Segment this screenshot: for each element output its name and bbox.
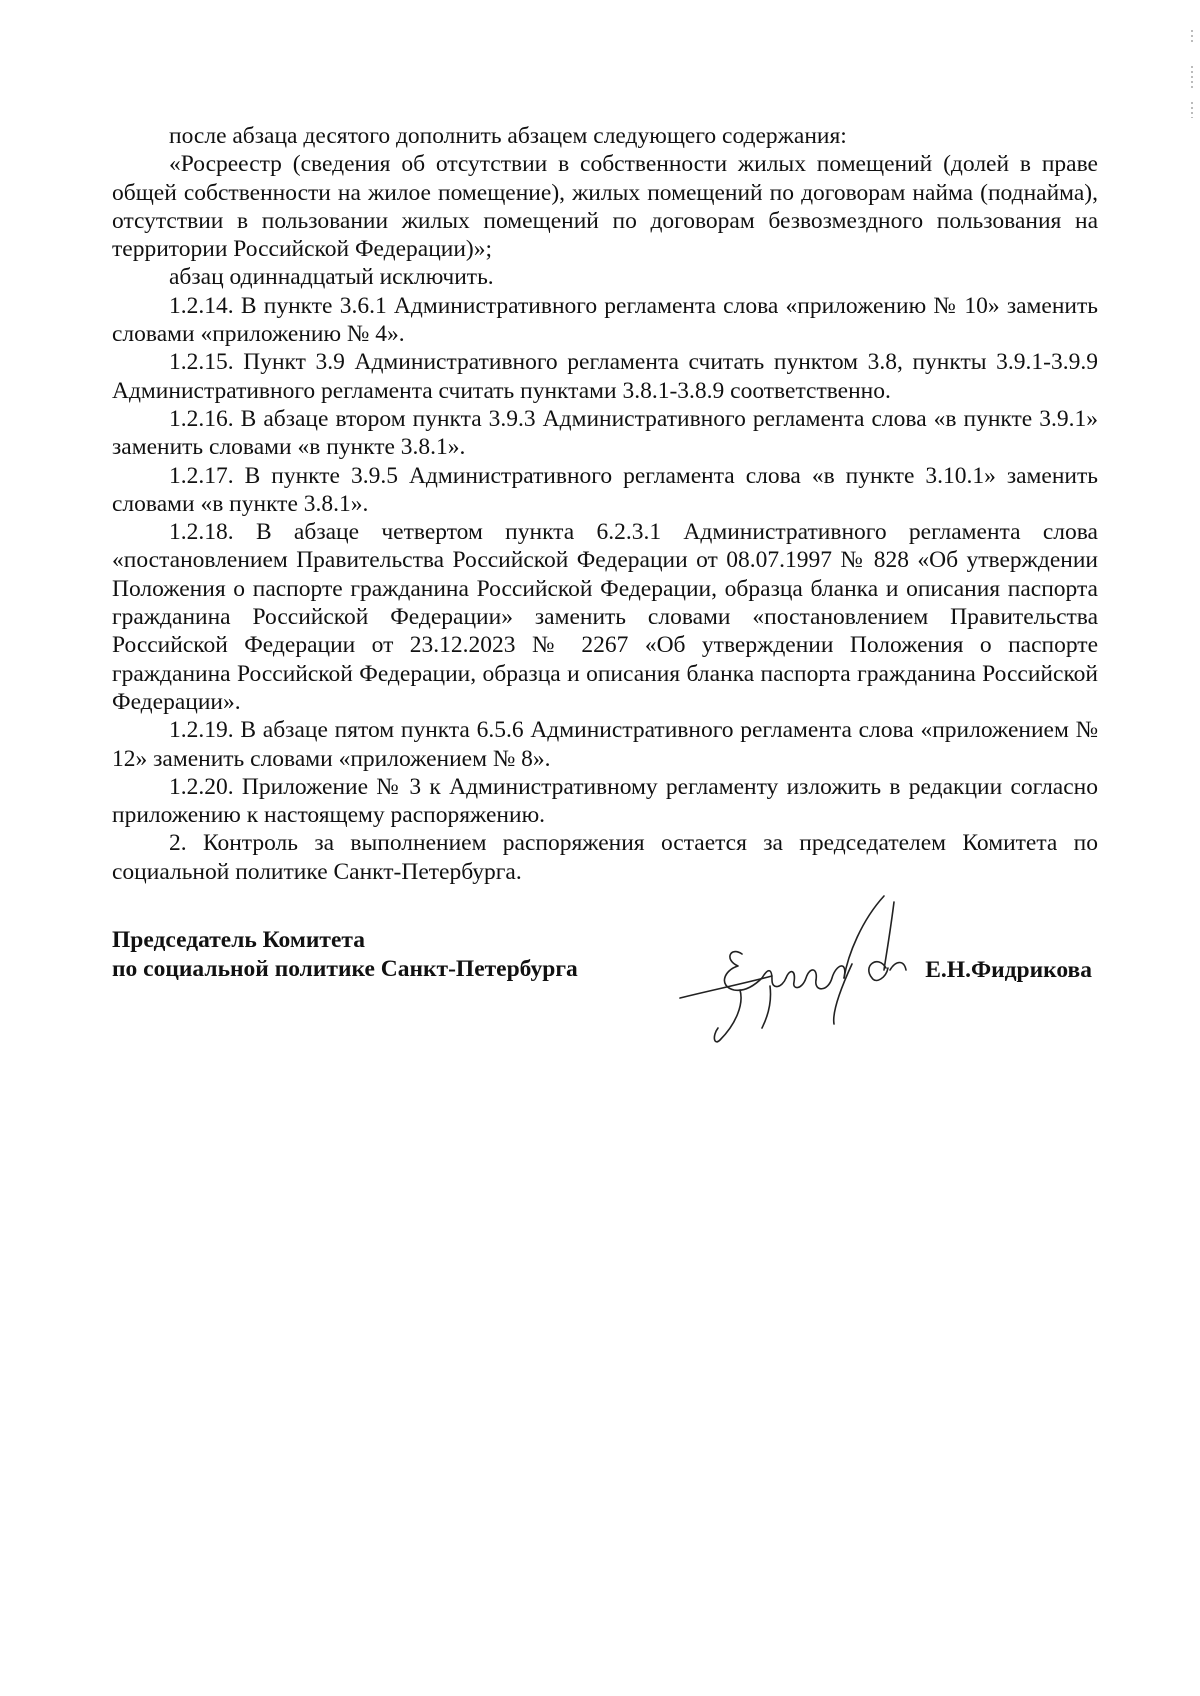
scan-edge-marks (1190, 30, 1194, 120)
paragraph-1-2-15: 1.2.15. Пункт 3.9 Административного регламента считать пунктом 3.8, пункты 3.9.1-3.9.9 Административного регламента считать пунктами 3.8.1-3.8.9 соответственно. (112, 349, 1098, 404)
paragraph-1-2-20: 1.2.20. Приложение № 3 к Административному регламенту изложить в редакции согласно приложению к настоящему распоряжению. (112, 773, 1098, 829)
paragraph-exclude: абзац одиннадцатый исключить. (169, 264, 494, 291)
paragraph-1-2-14: 1.2.14. В пункте 3.6.1 Административного регламента слова «приложению № 10» заменить словами «приложению № 4». (112, 292, 1098, 348)
signer-position (112, 926, 578, 984)
signer-position-line2: по социальной политике Санкт-Петербурга (112, 956, 578, 982)
paragraph-1-2-19: 1.2.19. В абзаце пятом пункта 6.5.6 Административного регламента слова «приложением № 12» заменить словами «приложением № 8». (112, 717, 1098, 772)
signer-name: Е.Н.Фидрикова (925, 957, 1092, 983)
signature-block (112, 908, 1098, 1048)
document-body (112, 122, 1098, 886)
paragraph-1-2-16: 1.2.16. В абзаце втором пункта 3.9.3 Административного регламента слова «в пункте 3.9.1» заменить словами «в пункте 3.8.1». (112, 405, 1098, 461)
paragraph-1-2-17: 1.2.17. В пункте 3.9.5 Административного регламента слова «в пункте 3.10.1» заменить словами «в пункте 3.8.1». (112, 462, 1098, 517)
paragraph-rosreestr: «Росреестр (сведения об отсутствии в собственности жилых помещений (долей в праве общей собственности на жилое помещение), жилых помещений по договорам найма (поднайма), отсутствии в пользовании жилых помещений по договорам безвозмездного пользования на территории Российской Федерации)»; (112, 151, 1098, 263)
paragraph-intro: после абзаца десятого дополнить абзацем следующего содержания: (169, 123, 847, 149)
paragraph-1-2-18: 1.2.18. В абзаце четвертом пункта 6.2.3.1 Административного регламента слова «постановлением Правительства Российской Федерации от 08.07.1997 № 828 «Об утверждении Положения о паспорте гражданина Российской Федерации, образца бланка и описания паспорта гражданина Российской Федерации» заменить словами «постановлением Правительства Российской Федерации от 23.12.2023 № 2267 «Об утверждении Положения о паспорте гражданина Российской Федерации, образца и описания бланка паспорта гражданина Российской Федерации». (112, 519, 1098, 715)
paragraph-2-control: 2. Контроль за выполнением распоряжения остается за председателем Комитета по социальной политике Санкт-Петербурга. (112, 830, 1098, 885)
signer-position-line1: Председатель Комитета (112, 927, 365, 953)
document-page (112, 122, 1098, 983)
